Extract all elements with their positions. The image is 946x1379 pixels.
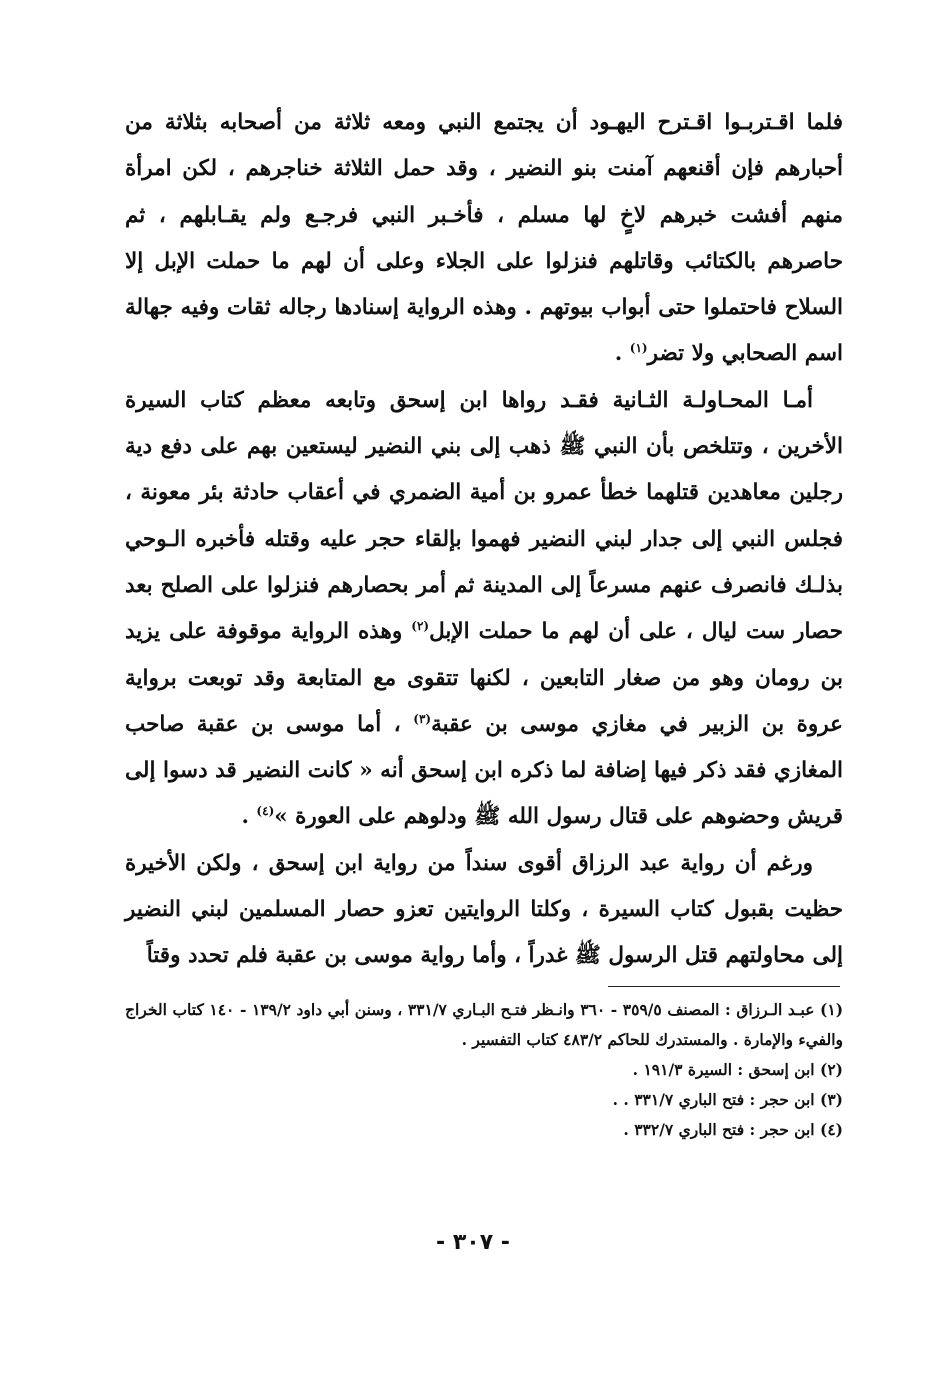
main-text bbox=[125, 100, 843, 980]
page-number: - ٣٠٧ - bbox=[436, 1230, 510, 1255]
paragraph-1-tail: . bbox=[614, 341, 630, 367]
footnote-1: (١) عبـد الـرزاق : المصنف ٣٥٩/٥ - ٣٦٠ وانـظر فتـح البـاري ٣٣١/٧ ، وسنن أبي داود ١٣٩/٢ - ١٤٠ كتاب الخراج والفيء والإمارة . والمستدرك للحاكم ٤٨٣/٢ كتاب التفسير . bbox=[125, 1000, 844, 1049]
footnote-2: (٢) ابن إسحق : السيرة ١٩١/٣ . bbox=[632, 1060, 843, 1079]
footnote-divider bbox=[608, 986, 840, 987]
footnote-ref-3: (٣) bbox=[413, 711, 432, 726]
paragraph-2-text-d: . bbox=[241, 804, 257, 830]
footnote-4: (٤) ابن حجر : فتح الباري ٣٣٢/٧ . bbox=[623, 1120, 843, 1139]
paragraph-1-text: فلما اقـتربـوا اقـترح اليهـود أن يجتمع النبي ومعه ثلاثة من أصحابه بثلاثة من أحبارهم فإن أقنعهم آمنت بنو النضير ، وقد حمل الثلاثة خناجرهم ، لكن امرأة منهم أفشت خبرهم لاخٍ لها مسلم ، فأخـبر النبي فرجـع ولم يقـابلهم ، ثم حاصرهم بالكتائب وقاتلهم فنزلوا على الجلاء وعلى أن لهم ما حملت الإبل إلا السلاح فاحتملوا حتى أبواب بيوتهم . وهذه الرواية إسنادها رجاله ثقات وفيه جهالة اسم الصحابي ولا تضر bbox=[125, 110, 843, 367]
footnote-ref-4: (٤) bbox=[256, 804, 275, 819]
paragraph-3-text: ورغم أن رواية عبد الرزاق أقوى سنداً من رواية ابن إسحق ، ولكن الأخيرة حظيت بقبول كتاب السيرة ، وكلتا الروايتين تعزو حصار المسلمين لبني النضير إلى محاولتهم قتل الرسول ﷺ غدراً ، وأما رواية موسى بن عقبة فلم تحدد وقتاً bbox=[125, 850, 843, 969]
footnote-3: (٣) ابن حجر : فتح الباري ٣٣١/٧ . . bbox=[612, 1090, 843, 1109]
footnote-ref-1: (١) bbox=[629, 341, 648, 356]
paragraph-3 bbox=[125, 841, 843, 980]
paragraph-2-text-c: ، أما موسى بن عقبة صاحب المغازي فقد ذكر فيها إضافة لما ذكره ابن إسحق أنه « كانت النضير قد دسوا إلى قريش وحضوهم على قتال رسول الله ﷺ ودلوهم على العورة » bbox=[125, 711, 843, 830]
footnote-ref-2: (٢) bbox=[411, 619, 430, 634]
footnotes bbox=[125, 995, 843, 1145]
paragraph-1 bbox=[125, 100, 843, 378]
paragraph-2-text-b: وهذه الرواية موقوفة على يزيد بن رومان وهو من صغار التابعين ، لكنها تتقوى مع المتابعة وقد توبعت برواية عروة بن الزبير في مغازي موسى بن عقبة bbox=[125, 619, 843, 737]
paragraph-2-text-a: أمـا المحـاولـة الثـانية فقـد رواها ابن إسحق وتابعه معظم كتاب السيرة الأخرين ، وتتلخص بأن النبي ﷺ ذهب إلى بني النضير ليستعين بهم على دفع دية رجلين معاهدين قتلهما خطأ عمرو بن أمية الضمري في أعقاب حادثة بئر معونة ، فجلس النبي إلى جدار لبني النضير فهموا بإلقاء حجر عليه وقتله فأخبره الـوحي بذلـك فانصرف عنهم مسرعاً إلى المدينة ثم أمر بحصارهم فنزلوا على الصلح بعد حصار ست ليال ، على أن لهم ما حملت الإبل bbox=[125, 387, 843, 645]
paragraph-2 bbox=[125, 378, 843, 841]
